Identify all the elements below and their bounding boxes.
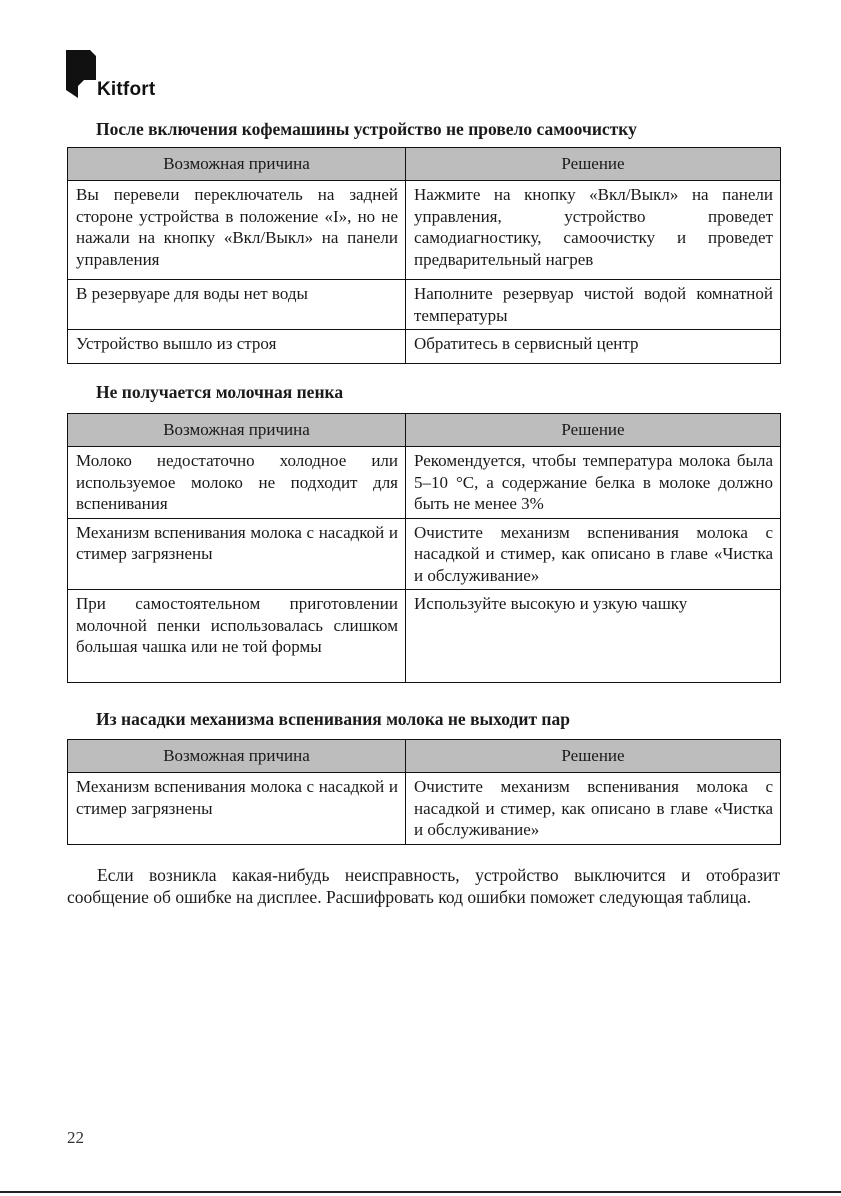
header-solution: Решение xyxy=(406,148,781,181)
troubleshooting-table xyxy=(67,413,781,683)
table-header-row xyxy=(68,414,781,447)
section-title: После включения кофемашины устройство не провело самоочистку xyxy=(96,119,637,139)
cause-cell: В резервуаре для воды нет воды xyxy=(68,280,406,330)
solution-cell: Наполните резервуар чистой водой комнатной температуры xyxy=(406,280,781,330)
header-cause: Возможная причина xyxy=(68,414,406,447)
kitfort-logo-icon xyxy=(66,50,96,98)
section-title: Не получается молочная пенка xyxy=(96,382,344,402)
troubleshooting-table xyxy=(67,739,781,845)
section-title: Из насадки механизма вспенивания молока не выходит пар xyxy=(96,709,570,729)
solution-cell: Рекомендуется, чтобы температура молока была 5–10 °С, а содержание белка в молоке должно быть не менее 3% xyxy=(406,447,781,519)
cause-cell: Механизм вспенивания молока с насадкой и стимер загрязнены xyxy=(68,773,406,845)
cause-cell: Механизм вспенивания молока с насадкой и стимер загрязнены xyxy=(68,518,406,590)
table-row xyxy=(68,181,781,280)
solution-cell: Очистите механизм вспенивания молока с насадкой и стимер, как описано в главе «Чистка и обслуживание» xyxy=(406,518,781,590)
table-row xyxy=(68,447,781,519)
cause-cell: Молоко недостаточно холодное или используемое молоко не подходит для вспенивания xyxy=(68,447,406,519)
table-row xyxy=(68,330,781,364)
cause-cell: Устройство вышло из строя xyxy=(68,330,406,364)
solution-cell: Очистите механизм вспенивания молока с насадкой и стимер, как описано в главе «Чистка и обслуживание» xyxy=(406,773,781,845)
cause-cell: При самостоятельном приготовлении молочной пенки использовалась слишком большая чашка или не той формы xyxy=(68,590,406,683)
error-info-paragraph: Если возникла какая-нибудь неисправность, устройство выключится и отобразит сообщение об ошибке на дисплее. Расшифровать код ошибки поможет следующая таблица. xyxy=(67,865,780,907)
table-header-row xyxy=(68,148,781,181)
table-row xyxy=(68,590,781,683)
troubleshooting-table xyxy=(67,147,781,364)
table-row xyxy=(68,773,781,845)
table-row xyxy=(68,518,781,590)
header-cause: Возможная причина xyxy=(68,148,406,181)
brand-name: Kitfort xyxy=(97,79,156,100)
table-header-row xyxy=(68,740,781,773)
solution-cell: Нажмите на кнопку «Вкл/Выкл» на панели управления, устройство проведет самодиагностику, самоочистку и проведет предварительный нагрев xyxy=(406,181,781,280)
solution-cell: Используйте высокую и узкую чашку xyxy=(406,590,781,683)
header-solution: Решение xyxy=(406,740,781,773)
cause-cell: Вы перевели переключатель на задней стороне устройства в положение «I», но не нажали на кнопку «Вкл/Выкл» на панели управления xyxy=(68,181,406,280)
header-solution: Решение xyxy=(406,414,781,447)
page-number: 22 xyxy=(67,1128,84,1147)
header-cause: Возможная причина xyxy=(68,740,406,773)
solution-cell: Обратитесь в сервисный центр xyxy=(406,330,781,364)
table-row xyxy=(68,280,781,330)
bottom-divider xyxy=(0,1191,841,1193)
